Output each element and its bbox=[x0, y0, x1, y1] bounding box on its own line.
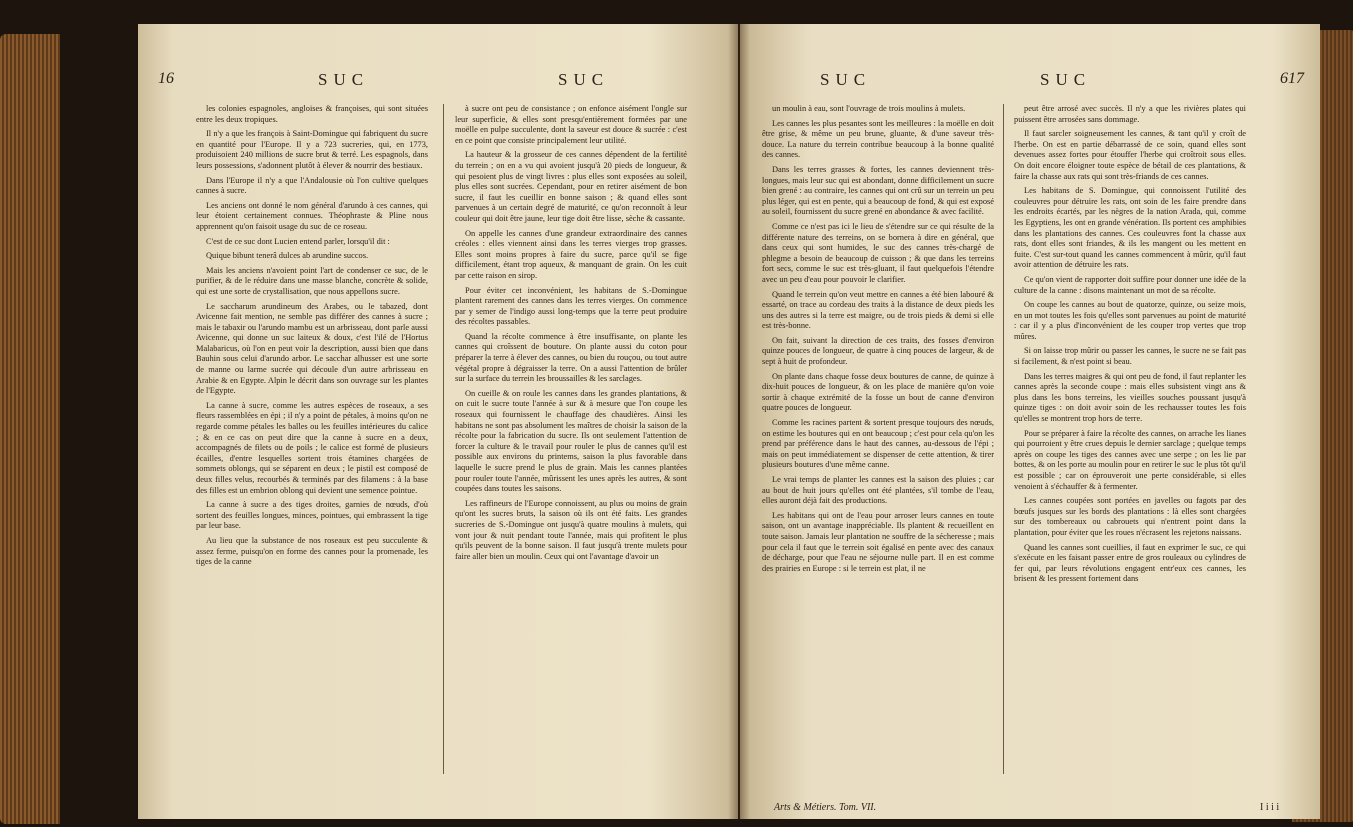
paragraph: Le saccharum arundineum des Arabes, ou le tabazed, dont Avicenne fait mention, ne semble pas différer des cannes à sucre ; mais le tabaxir ou l'arundo mambu est un arbrisseau, dont parle aussi Avicenne, qui donne un suc laiteux & doux, c'est l'ilé de l'Hortus Malabaricus, où l'on en peut voir la description, aussi bien que dans Bauhin sous celui d'arundo arbor. Le sacchar alhusser est une sorte de manne ou larme sucrée qui découle d'un autre arbrisseau en Arabie & en Egypte. Alpin le décrit dans son ouvrage sur les plantes de l'Egypte. bbox=[196, 301, 428, 396]
paragraph: La canne à sucre, comme les autres espèces de roseaux, a ses fleurs rassemblées en épi ; il n'y a point de pétales, à moins qu'on ne regarde comme pétales les balles ou les feuilles intérieures du calice ; & en ce cas on peut dire que la canne à sucre en a deux, accompagnés de filets ou de poils ; le calice est formé de plusieurs écailles, d'entre lesquelles sortent trois étamines chargées de sommets oblongs, qui se séparent en deux ; le pistil est composé de deux filles velus, recourbés & terminés par des filamens : à la base des filles est un embrion oblong qui devient une semence pointue. bbox=[196, 400, 428, 495]
paragraph: Pour éviter cet inconvénient, les habitans de S.-Domingue plantent rarement des cannes dans les terres vierges. On commence par y semer de l'indigo aussi long-temps que la terre peut produire des récoltes passables. bbox=[455, 285, 687, 327]
paragraph: On fait, suivant la direction de ces traits, des fosses d'environ quinze pouces de longueur, de quatre à cinq pouces de largeur, & de sept à huit de profondeur. bbox=[762, 335, 994, 367]
column-divider bbox=[443, 104, 444, 774]
book-gutter bbox=[728, 24, 750, 819]
right-header-right: SUC bbox=[1040, 70, 1092, 89]
left-page bbox=[138, 24, 738, 819]
paragraph: Comme les racines partent & sortent presque toujours des nœuds, on estime les boutures qui en ont beaucoup ; c'est pour cela qu'on les prend par préférence dans le haut des cannes, au-dessous de l'épi ; mais on peut immédiatement se dispenser de cette attention, & tirer plusieurs boutures d'une même canne. bbox=[762, 418, 994, 470]
left-page-edges bbox=[0, 34, 60, 824]
paragraph: Les habitans de S. Domingue, qui connoissent l'utilité des couleuvres pour détruire les rats, ont soin de les faire prendre dans les endroits écartés, par les nègres de la nation Arada, qui, comme les Egyptiens, les ont en grande vénération. Ils portent ces amphibies dans les plantations des cannes. Ces couleuvres font la chasse aux rats, dont elles sont friandes, & ils les mangent ou les mettent en fuite. C'est sur-tout quand les cannes commencent à mûrir, qu'il faut avoir attention de détruire les rats. bbox=[1014, 186, 1246, 270]
signature-mark: I i i i bbox=[1260, 802, 1280, 813]
column-divider bbox=[1003, 104, 1004, 774]
paragraph: Quand le terrein qu'on veut mettre en cannes a été bien labouré & essarté, on trace au cordeau des traits à la distance de deux pieds les uns des autres si la terre est maigre, ou de trois pieds & demi si elle est très-bonne. bbox=[762, 289, 994, 331]
right-header-left: SUC bbox=[820, 70, 872, 89]
left-header-right: SUC bbox=[558, 70, 610, 89]
page-footer: Arts & Métiers. Tom. VII. bbox=[774, 802, 877, 813]
paragraph: Quique bibunt tenerâ dulces ab arundine succos. bbox=[206, 251, 369, 261]
paragraph: Comme ce n'est pas ici le lieu de s'étendre sur ce qui résulte de la différente nature des terreins, on se bornera à dire en général, que dans ceux qui sont humides, le suc des cannes très-chargé de phlegme a besoin de beaucoup de cuisson ; & que dans les terreins fort secs, comme le suc est très-gluant, il faut quelquefois l'étendre avec un peu d'eau pour pouvoir le clarifier. bbox=[762, 221, 994, 284]
paragraph: Les cannes coupées sont portées en javelles ou fagots par des bœufs jusques sur les bords des plantations : là elles sont chargées sur des tombereaux ou cabrouets qui n'entrent point dans la plantation, pour éviter que les roues n'écrasent les rejetons naissans. bbox=[1014, 496, 1246, 537]
open-book bbox=[38, 14, 1318, 819]
right-page bbox=[740, 24, 1320, 819]
paragraph: On coupe les cannes au bout de quatorze, quinze, ou seize mois, en un mot toutes les fois qu'elles sont parvenues au point de maturité : car il y a plus d'inconvénient de les couper trop vertes que trop mûres. bbox=[1014, 300, 1246, 341]
paragraph: Il n'y a que les françois à Saint-Domingue qui fabriquent du sucre en quantité pour l'Europe. Il y a 723 sucreries, qui, en 1773, produisoient 240 millions de sucre brut & terré. Les espagnols, dans leurs possessions, s'adonnent plutôt à élever & nourrir des bestiaux. bbox=[196, 129, 428, 170]
paragraph: Au lieu que la substance de nos roseaux est peu succulente & assez ferme, puisqu'on en forme des cannes pour la promenade, les tiges de la canne bbox=[196, 535, 428, 567]
paragraph: La hauteur & la grosseur de ces cannes dépendent de la fertilité du terrein ; on en a vu qui avoient jusqu'à 20 pieds de longueur, & qui pesoient plus de vingt livres : plus elles sont exposées au soleil, plus elles sont sucrées. Cependant, pour en retirer aisément de bon sucre, il faut les cueillir en bonne saison ; & quand elles sont parvenues à un certain degré de maturité, ce qu'on reconnoît à leur couleur qui doit être jaune, leur tige doit être lisse, sèche & cassante. bbox=[455, 150, 687, 223]
paragraph: Quand la récolte commence à être insuffisante, on plante les cannes qui croîssent de bouture. On plante aussi du coton pour préparer la terre à élever des cannes, ou bien du rouçou, ou tout autre végétal propre à dégraisser la terre. On a aussi l'attention de brûler sur la surface du terrein les broussailles & les sarclages. bbox=[455, 331, 687, 384]
right-column-1 bbox=[762, 104, 994, 578]
paragraph: Dans les terres maigres & qui ont peu de fond, il faut replanter les cannes après la seconde coupe : mais elles subsistent vingt ans & plus dans les bons terreins, les vieilles souches poussant jusqu'à quinze tiges : on doit avoir soin de les rechausser toutes les fois qu'elles se montrent trop hors de terre. bbox=[1014, 371, 1246, 424]
paragraph: Les cannes les plus pesantes sont les meilleures : la moëlle en doit être grise, & même un peu brune, gluante, & d'une saveur très-douce. La nature du terrein contribue beaucoup à la bonne qualité des cannes. bbox=[762, 118, 994, 160]
paragraph: Mais les anciens n'avoient point l'art de condenser ce suc, de le purifier, & de le réduire dans une masse blanche, concrète & solide, qui est une sorte de crystallisation, que nous appellons sucre. bbox=[196, 265, 428, 296]
paragraph: On cueille & on roule les cannes dans les grandes plantations, & on cuit le sucre toute l'année à sur & à mesure que l'on coupe les roseaux qui fournissent le chauffage des chaudières. Ainsi les habitans ne sont pas absolument les maîtres de choisir la saison de la récolte pour la fabrication du sucre. Ils ont seulement l'attention de forcer la culture & le travail pour rouler le plus de cannes qu'il est possible aux environs du printems, saison la plus favorable dans laquelle le sucre prend le plus de grain. Mais les cannes plantées pour rouler toute l'année, mûrissent les unes après les autres, & sont coupées dans toutes les saisons. bbox=[455, 388, 687, 494]
left-column-1 bbox=[196, 104, 428, 572]
paragraph: Le vrai temps de planter les cannes est la saison des pluies ; car au bout de huit jours qu'elles ont été plantées, s'il tombe de l'eau, elles auront déjà fait des productions. bbox=[762, 475, 994, 506]
paragraph: La canne à sucre a des tiges droites, garnies de nœuds, d'où sortent des feuilles longues, minces, pointues, qui embrassent la tige par leur base. bbox=[196, 500, 428, 531]
left-header-left: SUC bbox=[318, 70, 370, 89]
left-page-number: 16 bbox=[158, 70, 174, 87]
paragraph: Les anciens ont donné le nom général d'arundo à ces cannes, qui leur étoient certainement connues. Théophraste & Pline nous apprennent qu'on faisoit usage du suc de ce roseau. bbox=[196, 200, 428, 231]
paragraph: Pour se préparer à faire la récolte des cannes, on arrache les lianes qui pourroient y être crues depuis le dernier sarclage ; quelque temps après on coupe les tiges des cannes avec une serpe ; on les lie par bottes, & on les porte au moulin pour en retirer le suc le plus tôt qu'il est possible ; car on éprouveroit une perte considérable, si elles venoient à s'échauffer & à fermenter. bbox=[1014, 428, 1246, 491]
paragraph: peut être arrosé avec succès. Il n'y a que les rivières plates qui puissent être arrosées sans dommage. bbox=[1014, 104, 1246, 124]
paragraph: On appelle les cannes d'une grandeur extraordinaire des cannes créoles : elles viennent ainsi dans les terres vierges trop grasses. Elles sont moins propres à faire du sucre, parce qu'il se fige difficilement, étant trop aqueux, & manquant de grain. On les cuit par cette raison en sirop. bbox=[455, 228, 687, 280]
paragraph: Il faut sarcler soigneusement les cannes, & tant qu'il y croît de l'herbe. On est en partie débarrassé de ce soin, quand elles sont devenues assez fortes pour étouffer l'herbe qui croîtroit sous elles. On doit encore éloigner toute espèce de bétail de ces plantations, & faire la chasse aux rats qui sont très-friands de ces cannes. bbox=[1014, 129, 1246, 181]
paragraph: On plante dans chaque fosse deux boutures de canne, de quinze à dix-huit pouces de longueur, & on les place de manière qu'on voie sortir à chaque extrémité de la fosse un bout de canne d'environ quatre pouces de longueur. bbox=[762, 371, 994, 413]
paragraph: C'est de ce suc dont Lucien entend parler, lorsqu'il dit : bbox=[206, 236, 390, 246]
paragraph: un moulin à eau, sont l'ouvrage de trois moulins à mulets. bbox=[772, 104, 966, 113]
right-column-2 bbox=[1014, 104, 1246, 589]
right-page-number: 617 bbox=[1280, 70, 1304, 87]
paragraph: Quand les cannes sont cueillies, il faut en exprimer le suc, ce qui s'exécute en les faisant passer entre de gros rouleaux ou cylindres de fer qui, par leurs révolutions engagent entr'eux ces cannes, les brisent & les pressent fortement dans bbox=[1014, 542, 1246, 584]
paragraph: Les habitans qui ont de l'eau pour arroser leurs cannes en toute saison, ont un avantage inappréciable. Ils plantent & recueillent en toute saison. Jamais leur plantation ne souffre de la sécheresse ; mais pour cela il faut que le terrein soit égalisé en pente avec des canaux de décharge, pour que l'eau ne séjourne nulle part. Il en est comme des prairies en Europe : si le terrein est plat, il ne bbox=[762, 510, 994, 573]
paragraph: Ce qu'on vient de rapporter doit suffire pour donner une idée de la culture de la canne : disons maintenant un mot de sa récolte. bbox=[1014, 274, 1246, 295]
paragraph: Si on laisse trop mûrir ou passer les cannes, le sucre ne se fait pas si facilement, & n'est point si beau. bbox=[1014, 346, 1246, 367]
paragraph: Dans les terres grasses & fortes, les cannes deviennent très-longues, mais leur suc qui est abondant, donne difficilement un sucre bien grené : au contraire, les cannes qui ont crû sur un terrein un peu plus léger, qui est en pente, qui a beaucoup de fond, & qui est exposé au soleil, fournissent du sucre grené en abondance & avec facilité. bbox=[762, 164, 994, 217]
paragraph: les colonies espagnoles, angloises & françoises, qui sont situées entre les deux tropiques. bbox=[196, 104, 428, 124]
paragraph: à sucre ont peu de consistance ; on enfonce aisément l'ongle sur leur superficie, & elles sont presqu'entièrement formées par une moëlle en pulpe succulente, dont la saveur est douce & sucrée : c'est en ce point que consiste principalement leur utilité. bbox=[455, 104, 687, 145]
paragraph: Dans l'Europe il n'y a que l'Andalousie où l'on cultive quelques cannes à sucre. bbox=[196, 175, 428, 196]
left-column-2 bbox=[455, 104, 687, 566]
paragraph: Les raffineurs de l'Europe connoissent, au plus ou moins de grain qu'ont les sucres bruts, la saison où ils ont été faits. Les grandes sucreries de S.-Domingue ont jusqu'à quatre moulins à mulets, qui vont jour & nuit pendant toute l'année, mais qui profitent le plus qu'ils peuvent de la bonne saison. Il faut jusqu'à trente mulets pour faire aller bien un moulin. Ceux qui ont l'avantage d'avoir un bbox=[455, 498, 687, 561]
